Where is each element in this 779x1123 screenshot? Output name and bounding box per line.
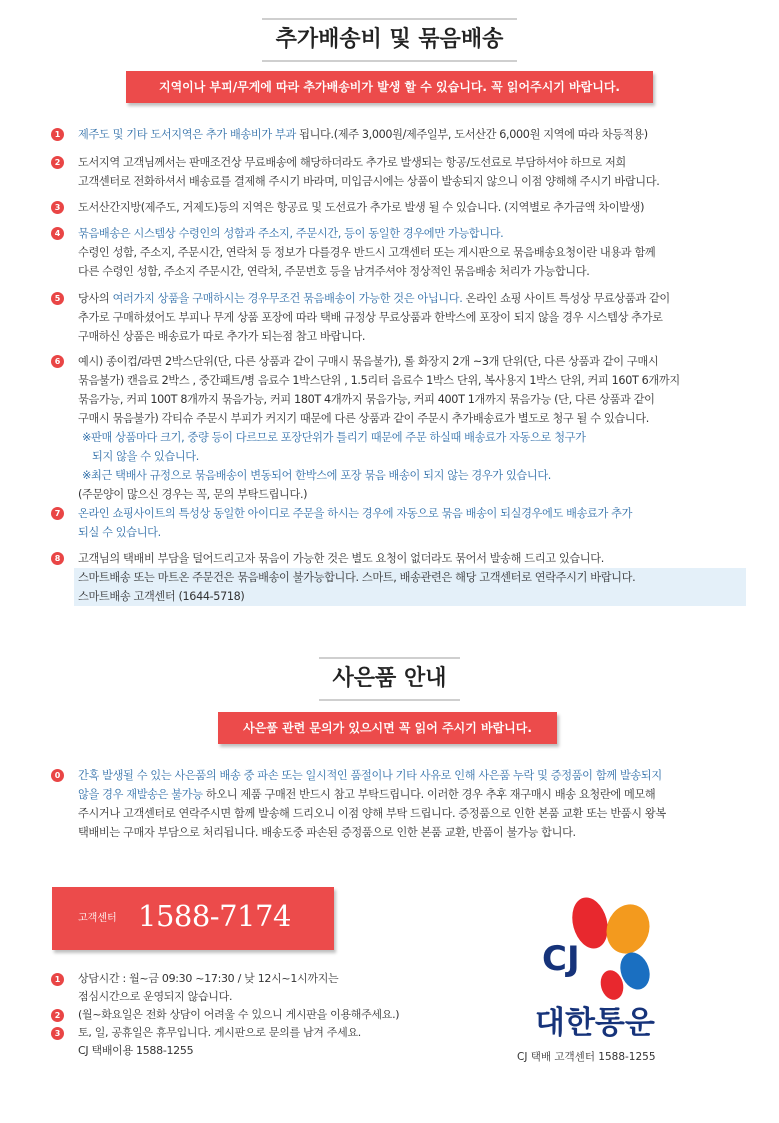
item-text [78,766,765,842]
text-line [78,568,765,587]
text-line: 추가로 구매하셨어도 부피나 무게 상품 포장에 따라 택배 규정상 무료상품과 한박스에 포장이 되지 않을 경우 시스템상 추가로 [78,311,663,324]
text-line: 고객님의 택배비 부담을 덜어드리고자 묶음이 가능한 것은 별도 요청이 없더라도 묶어서 발송해 드리고 있습니다. [78,552,604,565]
text-highlight-blue: 되실 수 있습니다. [78,526,161,539]
number-badge: 1 [51,128,64,141]
item-text [78,289,765,346]
number-badge: 7 [51,507,64,520]
text-line [78,125,765,144]
number-badge: 6 [51,355,64,368]
info-text [78,1006,473,1024]
text-highlight-blue: ※최근 택배사 규정으로 묶음배송이 변동되어 한박스에 포장 묶음 배송이 되지 않는 경우가 있습니다. [82,469,551,482]
text-line [78,504,765,523]
text-normal: 온라인 쇼핑 사이트 특성상 무료상품과 같이 [462,292,670,305]
info-row [53,1024,473,1060]
text-line [78,785,765,804]
text-line: 수령인 성함, 주소지, 주문시간, 연락처 등 정보가 다를경우 반드시 고객센터 또는 게시판으로 묶음배송요청이란 내용과 함께 [78,246,656,259]
text-normal: 하오니 제품 구매전 반드시 참고 부탁드립니다. 이러한 경우 추후 재구매시 배송 요청란에 메모해 [202,788,656,801]
customer-center-phone[interactable]: 1588-7174 [138,899,291,933]
section-title-gift [0,657,779,701]
text-line [78,523,765,542]
logo-petal-orange-icon [600,898,657,959]
customer-center-info [53,970,473,1060]
text-normal: 당사의 [78,292,113,305]
gift-title: 사은품 안내 [319,657,461,701]
text-line: 묶음불가) 캔음료 2박스 , 중간패트/병 음료수 1박스단위 , 1.5리터 음료수 1박스 단위, 복사용지 1박스 단위, 커피 160T 6개까지 [78,374,680,387]
number-badge: 5 [51,292,64,305]
logo-company: 대한통운 [535,1005,655,1041]
cj-logistics-logo-icon [532,893,672,1043]
section-title-shipping [0,18,779,62]
item-text [78,153,765,191]
text-line: 토, 일, 공휴일은 휴무입니다. 게시판으로 문의를 남겨 주세요. [78,1026,361,1039]
shipping-notice-bar: 지역이나 부피/무게에 따라 추가배송비가 발생 할 수 있습니다. 꼭 읽어주시기 바랍니다. [126,71,653,103]
text-highlight-blue: 묶음배송은 시스템상 수령인의 성함과 주소지, 주문시간, 등이 동일한 경우에만 가능합니다. [78,227,504,240]
text-highlight-blue: 여러가지 상품을 구매하시는 경우무조건 묶음배송이 가능한 것은 아닙니다. [112,292,463,305]
item-text [78,125,765,144]
gift-notice-bar: 사은품 관련 문의가 있으시면 꼭 읽어 주시기 바랍니다. [218,712,557,744]
text-normal: 됩니다.(제주 3,000원/제주일부, 도서산간 6,000원 지역에 따라 차등적용) [295,128,648,141]
number-badge: 4 [51,227,64,240]
text-line: 고객센터로 전화하셔서 배송료를 결제해 주시기 바라며, 미입금시에는 상품이 발송되지 않으니 이점 양해해 주시기 바랍니다. [78,175,660,188]
list-item [53,125,765,144]
text-line: 주시거나 고객센터로 연락주시면 함께 발송해 드리오니 이점 양해 부탁 드립니다. 증정품으로 인한 본품 교환 또는 반품시 왕복 [78,807,666,820]
number-badge: 0 [51,769,64,782]
text-line: 점심시간으로 운영되지 않습니다. [78,990,233,1003]
text-line: (월~화요일은 전화 상담이 어려울 수 있으니 게시판을 이용해주세요.) [78,1008,400,1021]
text-line [78,289,765,308]
list-item [53,504,765,542]
list-item [53,352,765,504]
text-line [78,447,765,466]
text-line [78,466,765,485]
item-text [78,504,765,542]
text-line: 예시) 종이컵/라면 2박스단위(단, 다른 상품과 같이 구매시 묶음불가), 롤 화장지 2개 ~3개 단위(단, 다른 상품과 같이 구매시 [78,355,659,368]
number-badge: 1 [51,973,64,986]
text-highlight-blue: 간혹 발생될 수 있는 사은품의 배송 중 파손 또는 일시적인 품절이나 기타 사유로 인해 사은품 누락 및 증정품이 함께 발송되지 [78,769,662,782]
number-badge: 2 [51,1009,64,1022]
item-text [78,352,765,504]
list-item [53,153,765,191]
text-highlight-blue: 제주도 및 기타 도서지역은 추가 배송비가 부과 [78,128,296,141]
list-item [53,289,765,346]
text-line: 상담시간 : 월~금 09:30 ~17:30 / 낮 12시~1시까지는 [78,972,339,985]
info-text [78,970,473,1006]
text-line: CJ 택배이용 1588-1255 [78,1044,194,1057]
number-badge: 3 [51,1027,64,1040]
info-row [53,1006,473,1024]
list-item [53,224,765,281]
customer-center-box [52,887,334,950]
text-line [78,766,765,785]
text-highlight-blue: 온라인 쇼핑사이트의 특성상 동일한 아이디로 주문을 하시는 경우에 자동으로 묶음 배송이 되실경우에도 배송료가 추가 [78,507,633,520]
number-badge: 2 [51,156,64,169]
shipping-title: 추가배송비 및 묶음배송 [262,18,518,62]
list-item [53,198,765,217]
list-item [53,766,765,842]
text-line: 묶음가능, 커피 100T 8개까지 묶음가능, 커피 180T 4개까지 묶음가능, 커피 400T 1개까지 묶음가능 (단, 다른 상품과 같이 [78,393,655,406]
logo-caption: CJ 택배 고객센터 1588-1255 [517,1051,656,1063]
number-badge: 3 [51,201,64,214]
text-line: 도서지역 고객님께서는 판매조건상 무료배송에 해당하더라도 추가로 발생되는 항공/도선료로 부담하셔야 하므로 저희 [78,156,626,169]
text-line: 도서산간지방(제주도, 거제도)등의 지역은 항공료 및 도선료가 추가로 발생 될 수 있습니다. (지역별로 추가금액 차이발생) [78,201,645,214]
item-text [78,224,765,281]
item-text [78,549,765,606]
customer-center-label: 고객센터 [78,913,117,924]
text-line: 택배비는 구매자 부담으로 처리됩니다. 배송도중 파손된 증정품으로 인한 본품 교환, 반품이 불가능 합니다. [78,826,576,839]
text-line [78,224,765,243]
item-text [78,198,765,217]
info-text [78,1024,473,1060]
info-row [53,970,473,1006]
text-line: 구매하신 상품은 배송료가 따로 추가가 되는점 참고 바랍니다. [78,330,366,343]
text-line: 구매시 묶음불가) 각티슈 주문시 부피가 커지기 때문에 다른 상품과 같이 주문시 추가배송료가 별도로 청구 될 수 있습니다. [78,412,649,425]
number-badge: 8 [51,552,64,565]
text-highlight-blue: 되지 않을 수 있습니다. [92,450,199,463]
text-line: 다른 수령인 성함, 주소지 주문시간, 연락처, 주문번호 등을 남겨주셔야 정상적인 묶음배송 처리가 가능합니다. [78,265,590,278]
logo-brand: CJ [542,939,580,979]
text-highlight-blue: ※판매 상품마다 크기, 중량 등이 다르므로 포장단위가 틀리기 때문에 주문 하실때 배송료가 자동으로 청구가 [82,431,586,444]
text-line: (주문양이 많으신 경우는 꼭, 문의 부탁드립니다.) [78,488,308,501]
list-item [53,549,765,606]
text-highlight-box: 스마트배송 고객센터 (1644-5718) [74,587,746,606]
text-highlight-box: 스마트배송 또는 마트온 주문건은 묶음배송이 불가능합니다. 스마트, 배송관련은 해당 고객센터로 연락주시기 바랍니다. [74,568,746,587]
text-line [78,428,765,447]
text-highlight-blue: 않을 경우 재발송은 불가능 [78,788,203,801]
text-line [78,587,765,606]
